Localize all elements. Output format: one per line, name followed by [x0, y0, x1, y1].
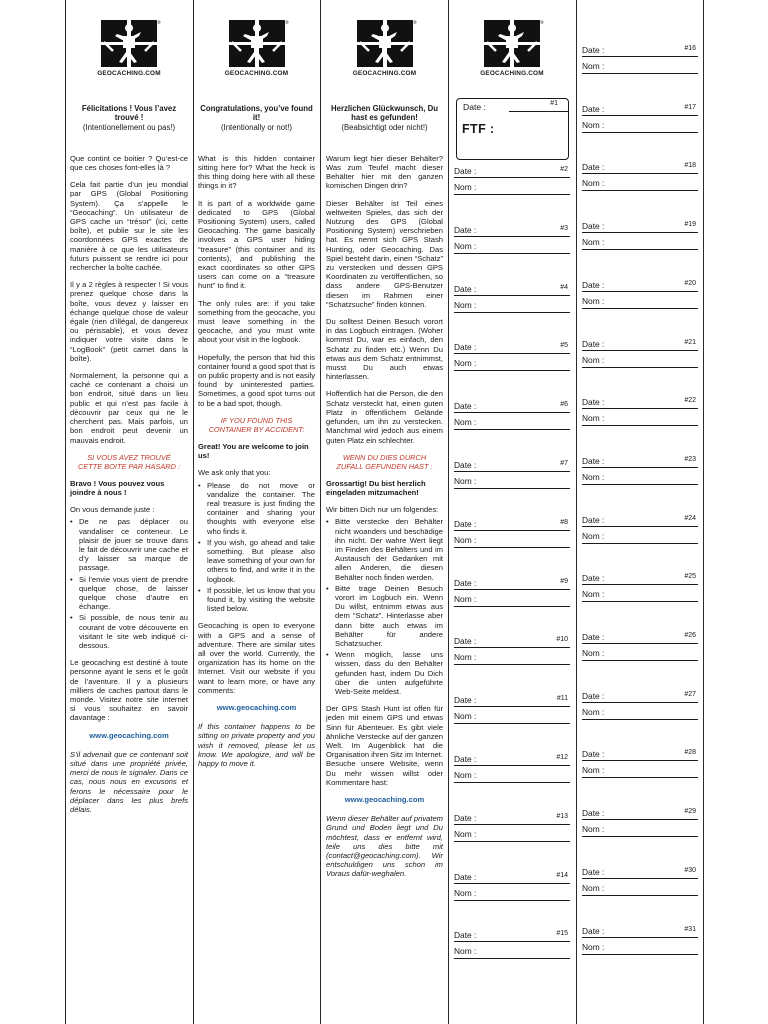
- date-row[interactable]: [454, 519, 570, 531]
- name-label: Nom :: [454, 182, 477, 192]
- german-paragraph-4: Hoffentlich hat die Person, die den Schatz versteckt hat, einen guten Platz in öffentlichem Gelände gefunden, um ihn zu verstecken. Manchmal wird jedoch aus einem guten Platz ein schlechter.: [326, 389, 443, 445]
- name-label: Nom :: [582, 589, 605, 600]
- english-paragraph-4: Hopefully, the person that hid this container found a good spot that is on public property and is not easily found by uninterested parties. Sometimes, a good spot turns out to be a bad spot, though.: [198, 352, 315, 408]
- name-label: Nom :: [454, 476, 477, 486]
- name-row[interactable]: [454, 237, 570, 254]
- right-edge-line: [703, 0, 704, 1024]
- name-row[interactable]: [454, 413, 570, 430]
- name-label: Nom :: [454, 240, 477, 251]
- name-row[interactable]: [454, 884, 570, 901]
- list-item: • Wenn möglich, lasse uns wissen, dass du den Behälter gefunden hast, indem Du Dich über die unten aufgeführte Web-Seite meldest.: [326, 650, 443, 696]
- english-paragraph-2: It is part of a worldwide game dedicated to GPS (Global Positioning System) users, called Geocaching. The game basically involves a GPS user hiding “treasure” (this container and its contents), and publishing the exact coordinates so other GPS users can come on a “treasure hunt” to find it.: [198, 198, 315, 291]
- english-website-link[interactable]: www.geocaching.com: [216, 702, 297, 712]
- name-row[interactable]: [582, 174, 698, 191]
- name-label: Nom :: [582, 354, 605, 365]
- entry-number: #3: [560, 224, 568, 232]
- entry-number: #22: [684, 397, 696, 405]
- french-paragraph-1: Que contint ce boitier ? Qu’est-ce que ces choses font-elles là ?: [70, 153, 188, 173]
- entry-number: #21: [684, 338, 696, 346]
- name-label: Nom :: [582, 471, 605, 482]
- svg-text:®: ®: [284, 20, 289, 25]
- entry-number: #16: [684, 45, 696, 52]
- name-row[interactable]: [582, 57, 698, 74]
- entry-number: #12: [556, 754, 568, 761]
- date-label: Date :: [454, 577, 477, 588]
- name-label: Nom :: [582, 530, 605, 541]
- date-row[interactable]: [582, 867, 698, 879]
- name-label: Nom :: [582, 882, 605, 893]
- name-row[interactable]: [454, 531, 570, 548]
- name-row[interactable]: [582, 116, 698, 133]
- french-accident-heading: SI VOUS AVEZ TROUVÉ CETTE BOITE PAR HASARD :: [77, 452, 181, 471]
- name-label: Nom :: [582, 824, 605, 835]
- date-row[interactable]: [454, 813, 570, 825]
- list-item: • Bitte trage Deinen Besuch vorort im Logbuch ein. Wenn Du willst, entnimm etwas aus dem “Schatz”. Hinterlasse aber dann bitte auch etwas im Behälter für andere Schatzsucher.: [326, 584, 443, 648]
- log-entry[interactable]: [454, 166, 570, 206]
- logo-text: GEOCACHING.COM: [224, 70, 289, 77]
- name-label: Nom :: [454, 828, 477, 839]
- name-label: Nom :: [454, 299, 477, 310]
- date-row[interactable]: [582, 808, 698, 820]
- name-label: Nom :: [454, 770, 477, 780]
- english-paragraph-3: The only rules are: if you take something from the geocache, you must leave something in the geocache, and you must write about your visit in the logbook.: [198, 298, 315, 345]
- date-label: Date :: [582, 690, 605, 701]
- french-subtitle: (Intentionellement ou pas!): [82, 122, 176, 132]
- date-label: Date :: [454, 460, 477, 470]
- entry-number: #19: [684, 221, 696, 229]
- english-ask: We ask only that you:: [198, 468, 271, 478]
- name-label: Nom :: [582, 119, 605, 130]
- date-label: Date :: [454, 754, 477, 764]
- log-entry[interactable]: [454, 754, 570, 794]
- log-entry[interactable]: [454, 578, 570, 618]
- german-paragraph-2: Dieser Behälter ist Teil eines weltweiten Spieles, das sich der Nutzung des GPS (Global Positioning System) verschrieben hat. Es nennt sich GPS Stash Hunting, oder Geocaching. Das Spiel besteht darin, einen “Schatz” zu verstecken und dessen GPS Koordinaten zu veröffentlichen, so dass andere GPS-Benutzer diesen im Rahmen einer “Schatzsuche” finden können.: [326, 198, 443, 309]
- german-paragraph-3: Du solltest Deinen Besuch vorort in das Logbuch eintragen. (Woher kommst Du, war es einfach, den Schatz zu finden etc.) Wenn Du etwas aus dem Schatz entnimmst, musst Du auch etwas hinterlassen.: [326, 317, 443, 382]
- geocaching-logo-icon: [227, 18, 287, 68]
- log-entry[interactable]: [582, 515, 698, 555]
- ftf-label: FTF :: [462, 122, 495, 136]
- list-item: • De ne pas déplacer ou vandaliser ce conteneur. Le plaisir de jouer se trouve dans le fait de découvrir une cache et d’y laisser sa marque de passage.: [70, 517, 188, 572]
- entry-number: #8: [560, 518, 568, 526]
- german-paragraph-1: Warum liegt hier dieser Behälter? Was zum Teufel macht dieser Behälter hier mit den ganzen komischen Dingen drin?: [326, 153, 443, 191]
- french-paragraph-6: S’il advenait que ce contenant soit situé dans une propriété privée, merci de nous le signaler. Dans ce cas, nous nous en excusons et ferons le nécessaire pour le déplacer dans les plus brefs délais.: [70, 749, 188, 814]
- name-row[interactable]: [454, 648, 570, 665]
- date-label: Date :: [582, 514, 605, 525]
- date-row[interactable]: [582, 573, 698, 585]
- entry-number: #15: [556, 930, 568, 938]
- german-paragraph-6: Wenn dieser Behälter auf privatem Grund und Boden liegt und Du möchtest, dass er entfernt wird, teile uns dies bitte mit (contact@geocaching.com). Wir entschuldigen uns schon im Voraus dafür-weghalen.: [326, 814, 443, 879]
- english-welcome: Great! You are welcome to join us!: [198, 441, 309, 461]
- entry-number: #23: [684, 455, 696, 463]
- german-welcome: Grossartig! Du bist herzlich eingeladen mitzumachen!: [326, 478, 426, 497]
- entry-number: #29: [684, 808, 696, 816]
- french-ask: On vous demande juste :: [70, 505, 155, 515]
- entry-number: #17: [684, 103, 696, 111]
- date-label: Date :: [582, 573, 605, 584]
- date-row[interactable]: [582, 45, 698, 57]
- name-row[interactable]: [454, 825, 570, 842]
- date-label: Date :: [454, 166, 477, 176]
- german-column: [326, 0, 443, 1024]
- log-entry[interactable]: [454, 695, 570, 735]
- french-paragraph-2: Cela fait partie d’un jeu mondial par GPS (Global Positioning System). Ça s’appelle le “Geocaching”. Un utilisateur de GPS cache un “trésor” (ici, cette boîte), et publie sur le site les coordonnées GPS exactes de manière à ce que les utilisateurs futurs puissent se rendre ici pour rechercher la boîte cachée.: [70, 180, 188, 273]
- date-row[interactable]: [582, 397, 698, 409]
- french-bullets: [70, 517, 188, 650]
- geocaching-logo-icon: [355, 18, 415, 68]
- date-row[interactable]: [582, 162, 698, 174]
- log-entry[interactable]: [454, 813, 570, 853]
- date-row[interactable]: [582, 456, 698, 468]
- name-row[interactable]: [454, 766, 570, 783]
- name-row[interactable]: [582, 292, 698, 309]
- list-item: • Si possible, de nous tenir au courant de votre découverte en visitant le site web indiqué ci-dessous.: [70, 613, 188, 650]
- log-entry[interactable]: [454, 342, 570, 382]
- list-item: • Si l’envie vous vient de prendre quelque chose, de laisser quelque chose d’autre en échange.: [70, 575, 188, 612]
- french-paragraph-5: Le geocaching est destiné à toute personne ayant le sens et le goût de l’aventure. Il y a plusieurs milliers de caches partout dans le monde. Visitez notre site internet si vous souhaitez en savoir davantage :: [70, 658, 188, 723]
- date-row[interactable]: [582, 515, 698, 527]
- date-label: Date :: [582, 808, 605, 819]
- name-label: Nom :: [582, 61, 605, 71]
- log-entry[interactable]: [454, 930, 570, 970]
- english-paragraph-5: Geocaching is open to everyone with a GPS and a sense of adventure. There are similar sites all over the world. Currently, the organization has its home on the Internet. Visit our website if you want to learn more, or have any comments:: [198, 621, 315, 695]
- date-row[interactable]: [582, 339, 698, 351]
- english-paragraph-1: What is this hidden container sitting here for? What the heck is this thing doing here with all these things in it?: [198, 153, 315, 191]
- date-label: Date :: [582, 279, 605, 290]
- date-label: Date :: [582, 749, 605, 760]
- name-label: Nom :: [454, 652, 477, 663]
- date-label: Date :: [454, 224, 477, 235]
- date-row[interactable]: [454, 695, 570, 707]
- entry-number: #20: [684, 279, 696, 287]
- geocaching-logo-icon: [482, 18, 542, 68]
- name-row[interactable]: [582, 468, 698, 485]
- name-label: Nom :: [582, 765, 605, 776]
- date-label: Date :: [454, 401, 477, 412]
- name-row[interactable]: [582, 527, 698, 544]
- log-entry[interactable]: [582, 221, 698, 261]
- german-title: Herzlichen Glückwunsch, Du hast es gefunden!: [330, 104, 438, 123]
- date-label: Date :: [454, 283, 477, 294]
- entry-number: #10: [556, 636, 568, 644]
- entry-number: #4: [560, 283, 568, 291]
- date-label: Date :: [582, 45, 605, 55]
- geocaching-logo: [469, 18, 555, 78]
- date-row[interactable]: [454, 636, 570, 648]
- log-entry[interactable]: [454, 460, 570, 500]
- date-label: Date :: [582, 103, 605, 114]
- name-row[interactable]: [582, 879, 698, 896]
- column-divider-2: [320, 0, 321, 1024]
- english-paragraph-6: If this container happens to be sitting on private property and you wish it removed, please let us know. We apologize, and will be happy to move it.: [198, 722, 315, 768]
- log-entry[interactable]: [582, 867, 698, 907]
- date-label: Date :: [454, 930, 477, 941]
- name-row[interactable]: [454, 707, 570, 724]
- name-label: Nom :: [454, 358, 477, 369]
- log-entry[interactable]: [582, 45, 698, 85]
- name-row[interactable]: [454, 178, 570, 195]
- entry-number: #26: [684, 632, 696, 639]
- date-label: Date :: [463, 102, 486, 112]
- log-entry[interactable]: [582, 573, 698, 613]
- name-row[interactable]: [582, 585, 698, 602]
- svg-text:®: ®: [157, 20, 161, 25]
- list-item: • Bitte verstecke den Behälter nicht woanders und beschädige ihn nicht. Der wahre Wert liegt im Finden des Behälters und im Austausch der Gedanken mit allen Anderen, die diesen Behälter noch finden werden.: [326, 517, 443, 581]
- name-label: Nom :: [582, 706, 605, 717]
- name-row[interactable]: [582, 938, 698, 955]
- column-divider-4: [576, 0, 577, 1024]
- log-entry[interactable]: [582, 926, 698, 966]
- entry-number: #2: [560, 166, 568, 173]
- date-label: Date :: [582, 162, 605, 173]
- entry-number: #14: [556, 871, 568, 879]
- date-row[interactable]: [454, 401, 570, 413]
- log-entry[interactable]: [582, 808, 698, 848]
- entry-number: #24: [684, 514, 696, 522]
- entry-number: #31: [684, 925, 696, 933]
- log-entry[interactable]: [582, 749, 698, 789]
- english-column: [198, 0, 315, 1024]
- english-accident-heading: IF YOU FOUND THIS CONTAINER BY ACCIDENT:: [208, 415, 305, 434]
- entry-number: #6: [560, 401, 568, 409]
- name-row[interactable]: [582, 409, 698, 426]
- date-row[interactable]: [582, 221, 698, 233]
- name-label: Nom :: [582, 648, 605, 658]
- date-label: Date :: [454, 695, 477, 706]
- name-label: Nom :: [454, 711, 477, 722]
- list-item: • If you wish, go ahead and take something. But please also leave something of your own for others to find, and write it in the logbook.: [198, 538, 315, 584]
- date-row[interactable]: [454, 930, 570, 942]
- svg-text:®: ®: [412, 20, 417, 25]
- geocaching-logo: [86, 18, 172, 78]
- name-label: Nom :: [454, 946, 477, 957]
- date-label: Date :: [454, 342, 477, 353]
- german-website-link[interactable]: www.geocaching.com: [344, 795, 425, 804]
- date-row[interactable]: [454, 578, 570, 590]
- log-entry[interactable]: [454, 872, 570, 912]
- date-row[interactable]: [582, 632, 698, 644]
- date-label: Date :: [454, 518, 477, 529]
- entry-number: #25: [684, 573, 696, 581]
- log-entry[interactable]: [582, 456, 698, 496]
- date-row[interactable]: [582, 926, 698, 938]
- name-row[interactable]: [454, 296, 570, 313]
- german-ask: Wir bitten Dich nur um folgendes:: [326, 505, 439, 515]
- name-row[interactable]: [582, 761, 698, 778]
- date-label: Date :: [582, 925, 605, 936]
- log-entry[interactable]: [454, 225, 570, 265]
- french-website-link[interactable]: www.geocaching.com: [89, 730, 169, 740]
- log-entry[interactable]: [454, 636, 570, 676]
- log-entry[interactable]: [454, 401, 570, 441]
- date-row[interactable]: [582, 104, 698, 116]
- name-label: Nom :: [582, 237, 605, 248]
- log-entry[interactable]: [582, 632, 698, 672]
- date-label: Date :: [454, 871, 477, 882]
- date-row[interactable]: [582, 280, 698, 292]
- entry-number: #5: [560, 342, 568, 350]
- name-label: Nom :: [582, 413, 605, 424]
- date-label: Date :: [454, 812, 477, 823]
- french-welcome: Bravo ! Vous pouvez vous joindre à nous !: [70, 478, 165, 497]
- date-row[interactable]: [454, 872, 570, 884]
- french-column: [70, 0, 188, 1024]
- entry-number: #11: [556, 695, 568, 703]
- name-label: Nom :: [454, 887, 477, 898]
- column-divider-3: [448, 0, 449, 1024]
- date-label: Date :: [582, 397, 605, 408]
- entry-number: #18: [684, 162, 696, 170]
- german-bullets: [326, 517, 443, 696]
- french-paragraph-3: Il y a 2 règles à respecter ! Si vous prenez quelque chose dans la boîte, vous devez y laisser en échange quelque chose de valeur égale (rien d’illégal, de dangereux ou périssable), et vous devez indiquer votre visite dans le “LogBook” (petit carnet dans la boîte).: [70, 280, 188, 363]
- entry-number: #9: [560, 577, 568, 585]
- english-title: Congratulations, you’ve found it!: [200, 104, 313, 123]
- name-label: Nom :: [582, 178, 605, 189]
- french-title: Félicitations ! Vous l’avez trouvé !: [81, 104, 177, 123]
- log-entry[interactable]: [582, 397, 698, 437]
- geocaching-logo-icon: [99, 18, 159, 68]
- name-row[interactable]: [582, 644, 698, 661]
- name-label: Nom :: [454, 417, 477, 428]
- date-row[interactable]: [454, 284, 570, 296]
- name-row[interactable]: [582, 233, 698, 250]
- logo-text: GEOCACHING.COM: [352, 70, 417, 77]
- name-label: Nom :: [454, 534, 477, 545]
- date-label: Date :: [582, 632, 605, 642]
- geocaching-logo: [214, 18, 300, 78]
- log-entry[interactable]: [582, 691, 698, 731]
- name-label: Nom :: [454, 593, 477, 604]
- english-subtitle: (Intentionally or not!): [220, 122, 293, 132]
- name-label: Nom :: [582, 941, 605, 952]
- log-entry[interactable]: [582, 104, 698, 144]
- log-entry[interactable]: [454, 284, 570, 324]
- ftf-box[interactable]: [456, 98, 569, 160]
- entry-number: #30: [684, 866, 696, 874]
- name-row[interactable]: [454, 354, 570, 371]
- log-entry[interactable]: [582, 280, 698, 320]
- german-paragraph-5: Der GPS Stash Hunt ist offen für jeden mit einem GPS und etwas Sinn für Abenteuer. Es gibt viele ähnliche Verstecke auf der ganzen Welt. Im Augenblick hat die Organisation ihren Sitz im Internet. Besuche unsere Website, wenn Du mehr wissen willst oder Kommentare hast:: [326, 704, 443, 787]
- entry-number: #28: [684, 749, 696, 757]
- date-row[interactable]: [454, 225, 570, 237]
- date-label: Date :: [582, 338, 605, 349]
- date-line: [509, 111, 568, 112]
- entry-number: #7: [560, 460, 568, 467]
- list-item: • If possible, let us know that you found it, by visiting the website listed below.: [198, 586, 315, 614]
- name-label: Nom :: [582, 295, 605, 306]
- name-row[interactable]: [582, 703, 698, 720]
- logo-text: GEOCACHING.COM: [97, 70, 161, 77]
- entry-number: #1: [550, 100, 558, 107]
- date-label: Date :: [582, 221, 605, 232]
- date-row[interactable]: [454, 166, 570, 178]
- list-item: • Please do not move or vandalize the container. The real treasure is just finding the container and sharing your thoughts with everyone else who finds it.: [198, 481, 315, 536]
- date-label: Date :: [582, 455, 605, 466]
- date-row[interactable]: [582, 749, 698, 761]
- german-accident-heading: WENN DU DIES DURCH ZUFALL GEFUNDEN HAST :: [336, 452, 433, 471]
- date-row[interactable]: [454, 460, 570, 472]
- entry-number: #13: [556, 812, 568, 820]
- name-row[interactable]: [454, 472, 570, 489]
- entry-number: #27: [684, 690, 696, 698]
- name-row[interactable]: [582, 351, 698, 368]
- name-row[interactable]: [454, 942, 570, 959]
- german-subtitle: (Beabsichtigt oder nicht!): [341, 122, 428, 132]
- french-paragraph-4: Normalement, la personne qui a caché ce contenant a choisi un bon endroit, situé dans un lieu public et qui n’est pas facile à découvrir par ceux qui ne le cherchent pas. Mais parfois, un bon endroit peut devenir un mauvais endroit.: [70, 371, 188, 445]
- date-row[interactable]: [454, 342, 570, 354]
- date-label: Date :: [582, 866, 605, 877]
- log-entry[interactable]: [582, 162, 698, 202]
- logo-text: GEOCACHING.COM: [480, 70, 544, 77]
- left-edge-line: [65, 0, 66, 1024]
- svg-text:®: ®: [540, 20, 544, 25]
- date-row[interactable]: [454, 754, 570, 766]
- log-entry[interactable]: [454, 519, 570, 559]
- name-row[interactable]: [454, 590, 570, 607]
- name-row[interactable]: [582, 820, 698, 837]
- date-row[interactable]: [582, 691, 698, 703]
- log-entry[interactable]: [582, 339, 698, 379]
- english-bullets: [198, 481, 315, 614]
- geocaching-logo: [342, 18, 428, 78]
- column-divider-1: [193, 0, 194, 1024]
- date-label: Date :: [454, 636, 477, 647]
